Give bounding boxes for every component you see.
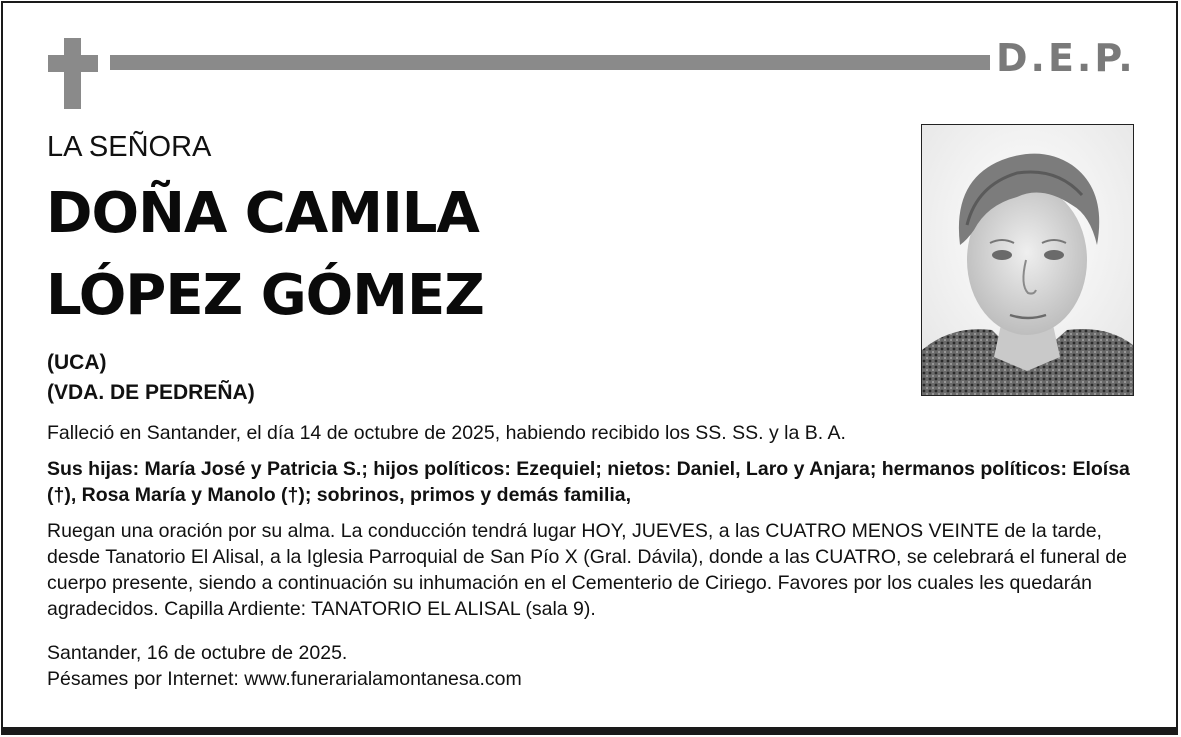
- notice-date: Santander, 16 de octubre de 2025.: [47, 642, 348, 664]
- alias-widow-of: (VDA. DE PEDREÑA): [47, 381, 255, 404]
- condolences-website: Pésames por Internet: www.funerarialamontanesa.com: [47, 668, 522, 690]
- header-rule: [110, 55, 990, 70]
- death-notice: Falleció en Santander, el día 14 de octubre de 2025, habiendo recibido los SS. SS. y la B. A.: [47, 422, 846, 444]
- cross-icon-horizontal: [48, 55, 98, 72]
- cross-icon-vertical: [64, 38, 81, 109]
- portrait-icon: [922, 125, 1133, 395]
- alias-nickname: (UCA): [47, 351, 107, 374]
- deceased-name-line1: DOÑA CAMILA: [46, 181, 479, 246]
- honorific: LA SEÑORA: [47, 131, 212, 163]
- family-list: Sus hijas: María José y Patricia S.; hijos políticos: Ezequiel; nietos: Daniel, Laro y Anjara; hermanos políticos: Eloísa (†), Rosa María y Manolo (†); sobrinos, primos y demás familia,: [47, 458, 1130, 506]
- funeral-details: Ruegan una oración por su alma. La conducción tendrá lugar HOY, JUEVES, a las CUATRO MENOS VEINTE de la tarde, desde Tanatorio El Alisal, a la Iglesia Parroquial de San Pío X (Gral. Dávila), donde a las CUATRO, se celebrará el funeral de cuerpo presente, siendo a continuación su inhumación en el Cementerio de Ciriego. Favores por los cuales les quedarán agradecidos. Capilla Ardiente: TANATORIO EL ALISAL (sala 9).: [47, 520, 1127, 620]
- dep-heading: D.E.P.: [996, 36, 1136, 80]
- portrait-photo: [921, 124, 1134, 396]
- deceased-name-line2: LÓPEZ GÓMEZ: [46, 263, 484, 328]
